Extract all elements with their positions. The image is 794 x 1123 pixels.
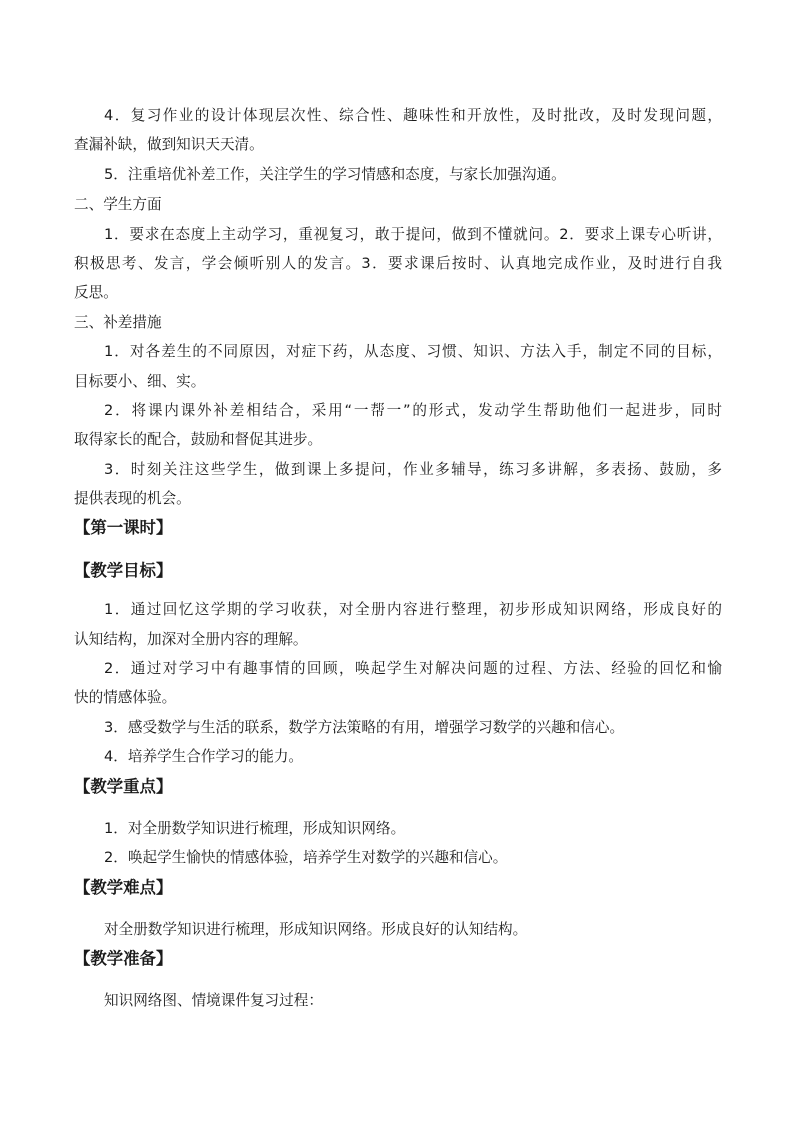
paragraph-line: 1．对全册数学知识进行梳理，形成知识网络。 [104, 820, 406, 837]
paragraph-line: 5．注重培优补差工作，关注学生的学习情感和态度，与家长加强沟通。 [104, 166, 566, 183]
paragraph-line: 认知结构，加深对全册内容的理解。 [74, 631, 308, 648]
paragraph-line: 取得家长的配合，鼓励和督促其进步。 [74, 431, 323, 448]
paragraph-line: 反思。 [74, 284, 118, 301]
paragraph-line: 目标要小、细、实。 [74, 373, 206, 390]
section-title: 三、补差措施 [74, 314, 162, 331]
heading-teaching-goals: 【教学目标】 [74, 561, 173, 580]
paragraph-line: 1．要求在态度上主动学习，重视复习，敢于提问，做到不懂就问。2．要求上课专心听讲， [104, 226, 722, 243]
heading-teaching-difficulty: 【教学难点】 [74, 878, 173, 897]
paragraph-line: 4．培养学生合作学习的能力。 [104, 748, 304, 765]
paragraph-line: 3．时刻关注这些学生，做到课上多提问，作业多辅导，练习多讲解，多表扬、鼓励，多 [104, 461, 722, 478]
section-title: 二、学生方面 [74, 196, 162, 213]
heading-teaching-focus: 【教学重点】 [74, 777, 173, 796]
paragraph-line: 1．对各差生的不同原因，对症下药，从态度、习惯、知识、方法入手，制定不同的目标， [104, 343, 722, 360]
paragraph-line: 2．通过对学习中有趣事情的回顾，唤起学生对解决问题的过程、方法、经验的回忆和愉 [104, 660, 722, 677]
paragraph-line: 查漏补缺，做到知识天天清。 [74, 136, 264, 153]
paragraph-line: 2．唤起学生愉快的情感体验，培养学生对数学的兴趣和信心。 [104, 849, 508, 866]
paragraph-line: 提供表现的机会。 [74, 490, 191, 507]
paragraph-line: 知识网络图、情境课件复习过程： [104, 992, 323, 1009]
paragraph-line: 2．将课内课外补差相结合，采用“一帮一”的形式，发动学生帮助他们一起进步，同时 [104, 402, 722, 419]
paragraph-line: 对全册数学知识进行梳理，形成知识网络。形成良好的认知结构。 [104, 921, 528, 938]
paragraph-line: 4．复习作业的设计体现层次性、综合性、趣味性和开放性，及时批改，及时发现问题， [104, 107, 722, 124]
paragraph-line: 1．通过回忆这学期的学习收获，对全册内容进行整理，初步形成知识网络，形成良好的 [104, 601, 722, 618]
paragraph-line: 3．感受数学与生活的联系，数学方法策略的有用，增强学习数学的兴趣和信心。 [104, 719, 625, 736]
paragraph-line: 快的情感体验。 [74, 689, 177, 706]
heading-teaching-preparation: 【教学准备】 [74, 949, 173, 968]
paragraph-line: 积极思考、发言，学会倾听别人的发言。3．要求课后按时、认真地完成作业，及时进行自我 [74, 255, 722, 272]
heading-first-lesson: 【第一课时】 [74, 518, 173, 537]
